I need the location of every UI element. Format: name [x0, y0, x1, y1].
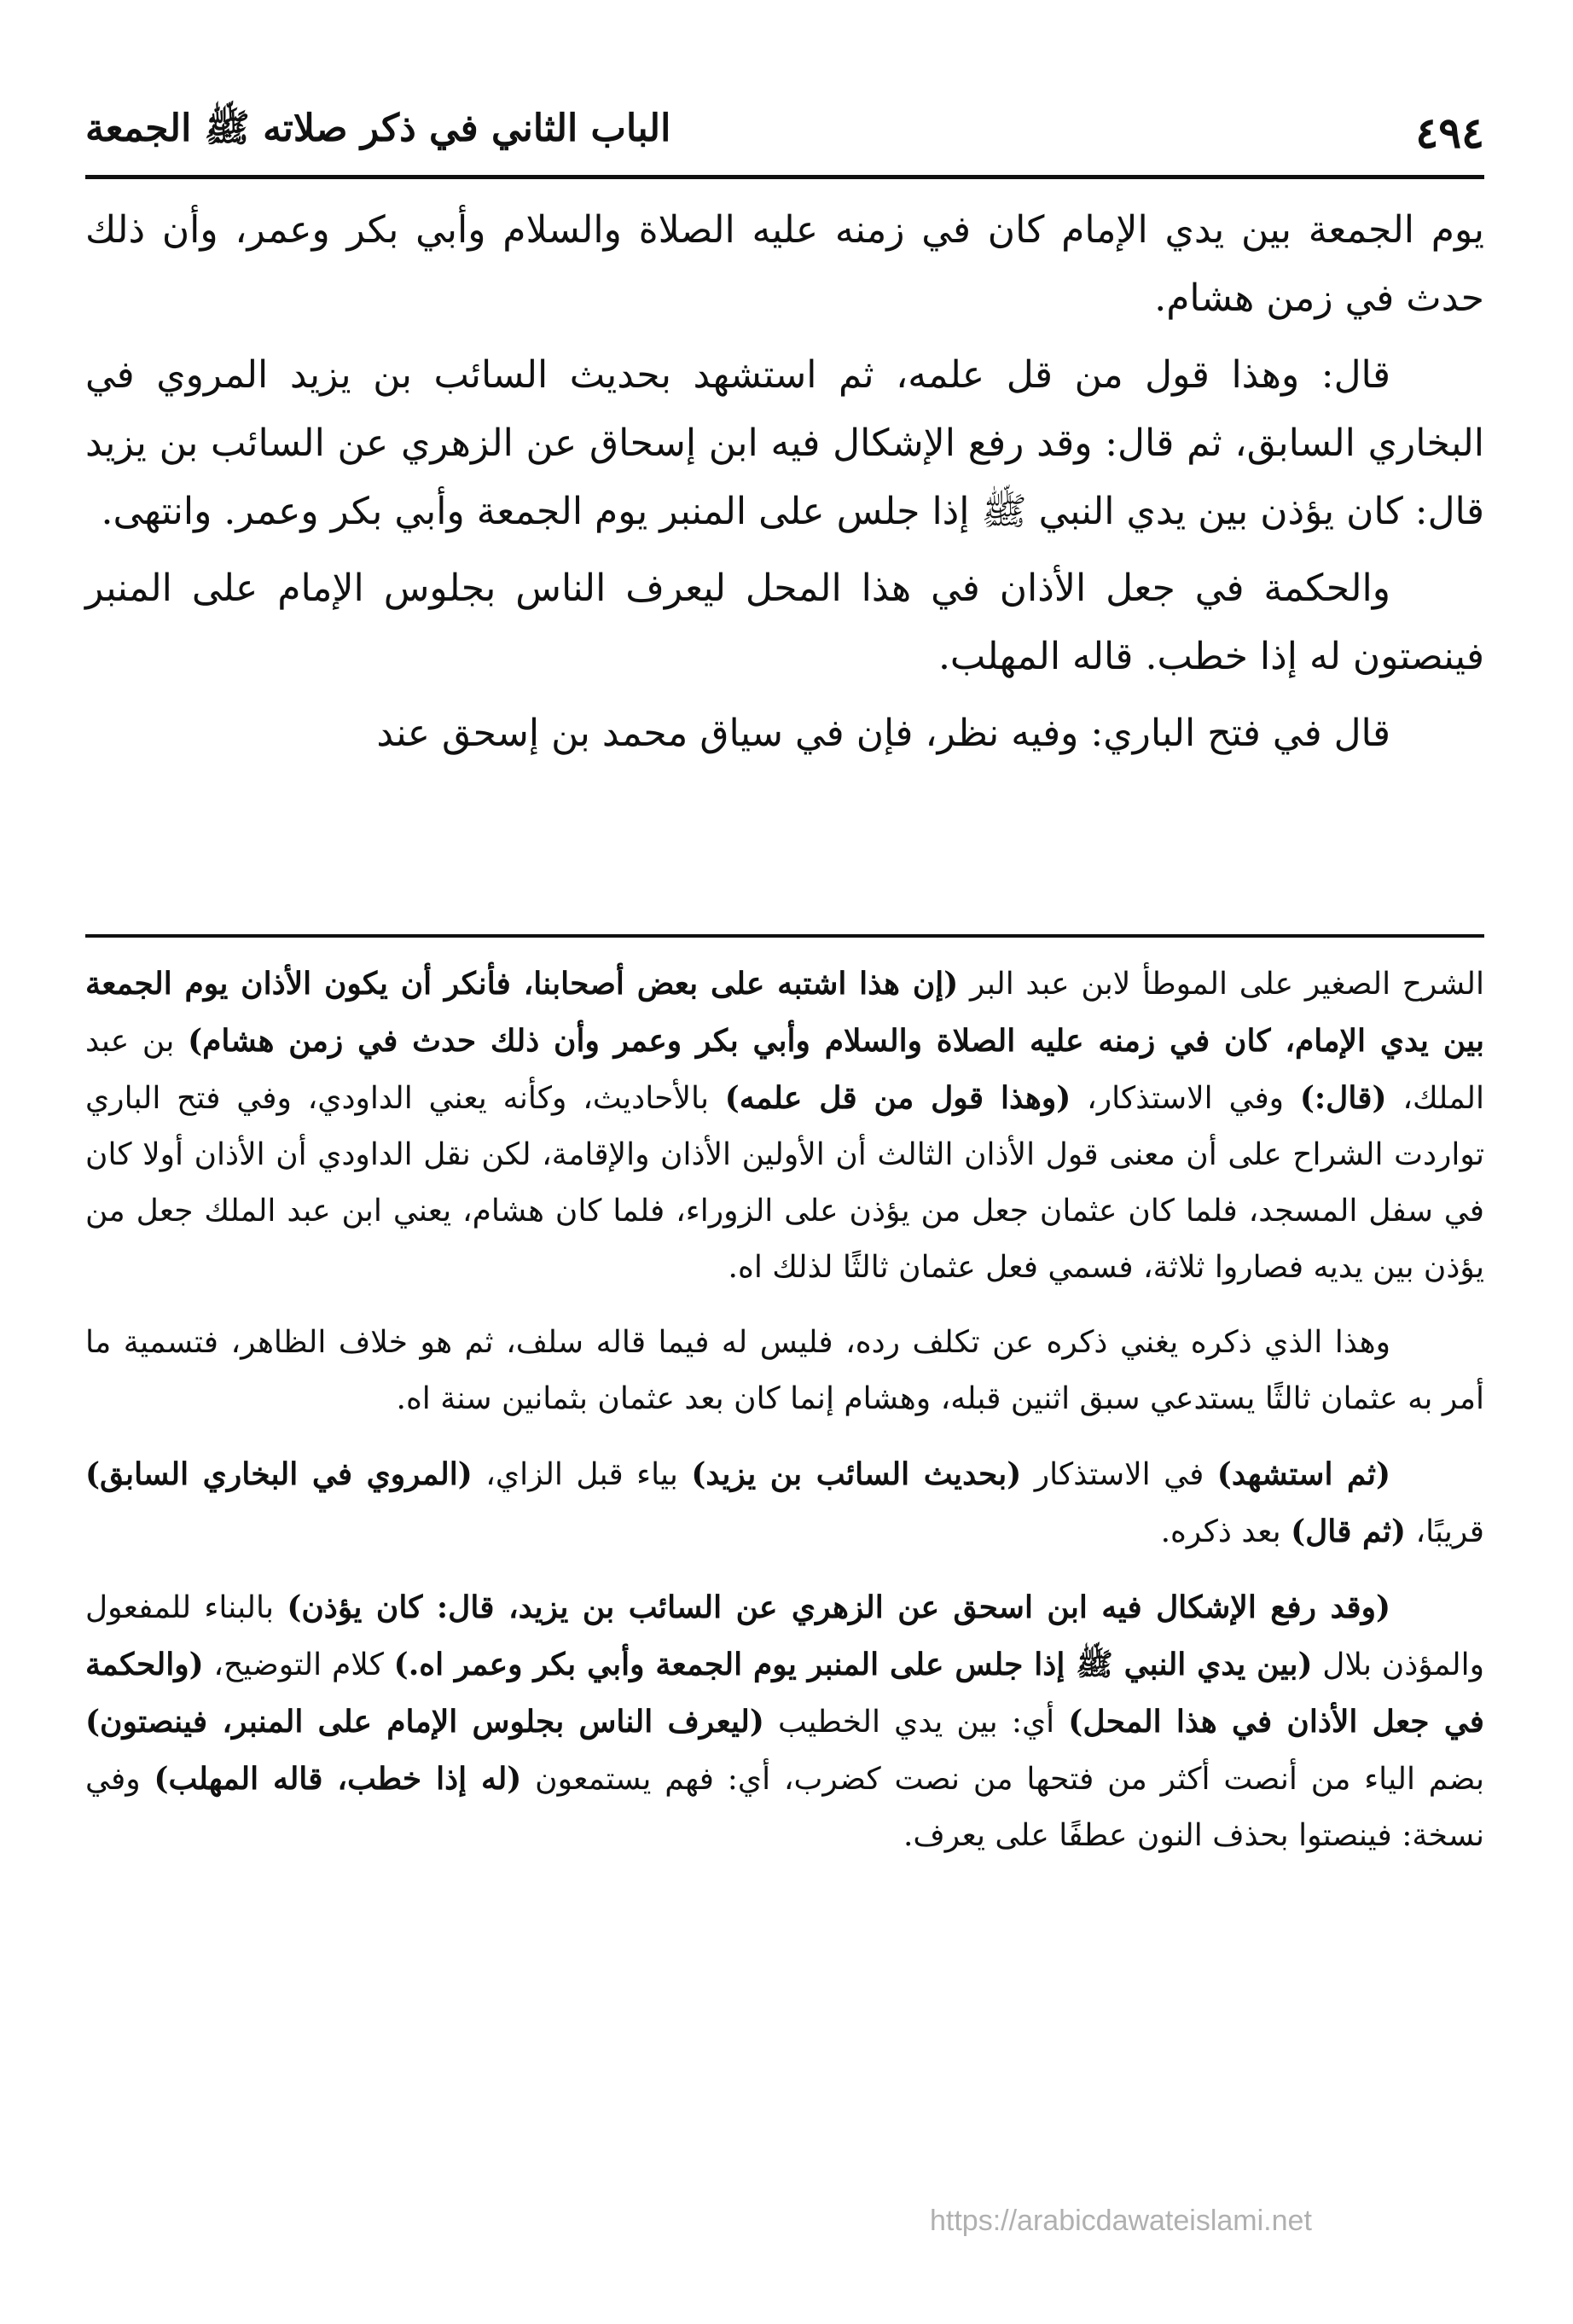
header-rule: [85, 175, 1484, 179]
quoted-text: (بحديث السائب بن يزيد): [691, 1456, 1022, 1492]
running-title: الباب الثاني في ذكر صلاته ﷺ الجمعة: [85, 107, 671, 150]
commentary-text: وهذا الذي ذكره يغني ذكره عن تكلف رده، فليس له فيما قاله سلف، ثم هو خلاف الظاهر، فتسمية ما أمر به عثمان ثالثًا يستدعي سبق اثنين قبله، وهشام إنما كان بعد عثمان بثمانين سنة اه.: [85, 1325, 1484, 1416]
quoted-text: (ثم استشهد): [1216, 1456, 1391, 1492]
main-text: [85, 196, 1484, 776]
main-paragraph: قال في فتح الباري: وفيه نظر، فإن في سياق محمد بن إسحق عند: [376, 712, 1390, 755]
footnote-rule: [85, 934, 1484, 938]
quoted-text: (له إذا خطب، قاله المهلب): [154, 1761, 522, 1797]
commentary-text: الشرح الصغير على الموطأ لابن عبد البر: [958, 967, 1484, 1002]
commentary-text: أي: بين يدي الخطيب: [763, 1705, 1069, 1740]
commentary-text: في الاستذكار: [1021, 1457, 1217, 1492]
commentary-text: كلام التوضيح،: [203, 1647, 394, 1682]
commentary-text: قريبًا،: [1406, 1514, 1484, 1549]
quoted-text: (قال:): [1299, 1080, 1387, 1116]
main-paragraph: قال: وهذا قول من قل علمه، ثم استشهد بحديث السائب بن يزيد المروي في البخاري السابق، ثم قال: وقد رفع الإشكال فيه ابن إسحاق عن الزهري عن السائب بن يزيد قال: كان يؤذن بين يدي النبي ﷺ إذا جلس على المنبر يوم الجمعة وأبي بكر وعمر. وانتهى.: [85, 353, 1484, 533]
commentary-paragraph: [85, 1446, 1484, 1560]
quoted-text: (والحكمة في جعل الأذان في هذا المحل): [85, 1647, 1485, 1740]
quoted-text: (إن هذا اشتبه على بعض أصحابنا، فأنكر أن يكون الأذان يوم الجمعة بين يدي الإمام، كان في زمنه عليه الصلاة والسلام وأبي بكر وعمر وأن ذلك حدث في زمن هشام): [85, 966, 1484, 1059]
quoted-text: (وقد رفع الإشكال فيه ابن اسحق عن الزهري عن السائب بن يزيد، قال: كان يؤذن): [287, 1589, 1390, 1625]
commentary: [85, 956, 1484, 1883]
quoted-text: (ثم قال): [1291, 1514, 1406, 1549]
watermark-url: https://arabicdawateislami.net: [930, 2205, 1312, 2237]
main-paragraph: يوم الجمعة بين يدي الإمام كان في زمنه عليه الصلاة والسلام وأبي بكر وعمر، وأن ذلك حدث في زمن هشام.: [85, 208, 1484, 320]
commentary-text: بالأحاديث، وكأنه يعني الداودي، وفي فتح الباري تواردت الشراح على أن معنى قول الأذان الثالث أن الأولين الأذان والإقامة، لكن نقل الداودي أن الأذان أولا كان في سفل المسجد، فلما كان عثمان جعل من يؤذن على الزوراء، فلما كان هشام، يعني ابن عبد الملك جعل من يؤذن بين يديه فصاروا ثلاثة، فسمي فعل عثمان ثالثًا لذلك اه.: [85, 1081, 1484, 1285]
commentary-paragraph: [85, 956, 1484, 1296]
page-number: ٤٩٤: [1415, 107, 1484, 158]
commentary-text: بالبناء للمفعول والمؤذن بلال: [85, 1590, 1484, 1682]
quoted-text: (ليعرف الناس بجلوس الإمام على المنبر، فينصتون): [85, 1704, 764, 1740]
commentary-text: وفي الاستذكار،: [1071, 1081, 1300, 1116]
commentary-text: بعد ذكره.: [1160, 1514, 1291, 1549]
main-paragraph: والحكمة في جعل الأذان في هذا المحل ليعرف الناس بجلوس الإمام على المنبر فينصتون له إذا خطب. قاله المهلب.: [85, 566, 1484, 678]
commentary-paragraph: [85, 1579, 1484, 1864]
commentary-text: بضم الياء من أنصت أكثر من فتحها من نصت كضرب، أي: فهم يستمعون: [521, 1762, 1485, 1797]
quoted-text: (بين يدي النبي ﷺ إذا جلس على المنبر يوم الجمعة وأبي بكر وعمر اه.): [393, 1647, 1313, 1682]
quoted-text: (وهذا قول من قل علمه): [724, 1080, 1071, 1116]
commentary-paragraph: [85, 1315, 1484, 1427]
page-header: [85, 98, 1484, 166]
commentary-text: وفي نسخة: فينصتوا بحذف النون عطفًا على يعرف.: [85, 1762, 1484, 1853]
quoted-text: (المروي في البخاري السابق): [85, 1456, 473, 1492]
commentary-text: بن عبد الملك،: [85, 1024, 1485, 1116]
commentary-text: بياء قبل الزاي،: [472, 1457, 692, 1492]
